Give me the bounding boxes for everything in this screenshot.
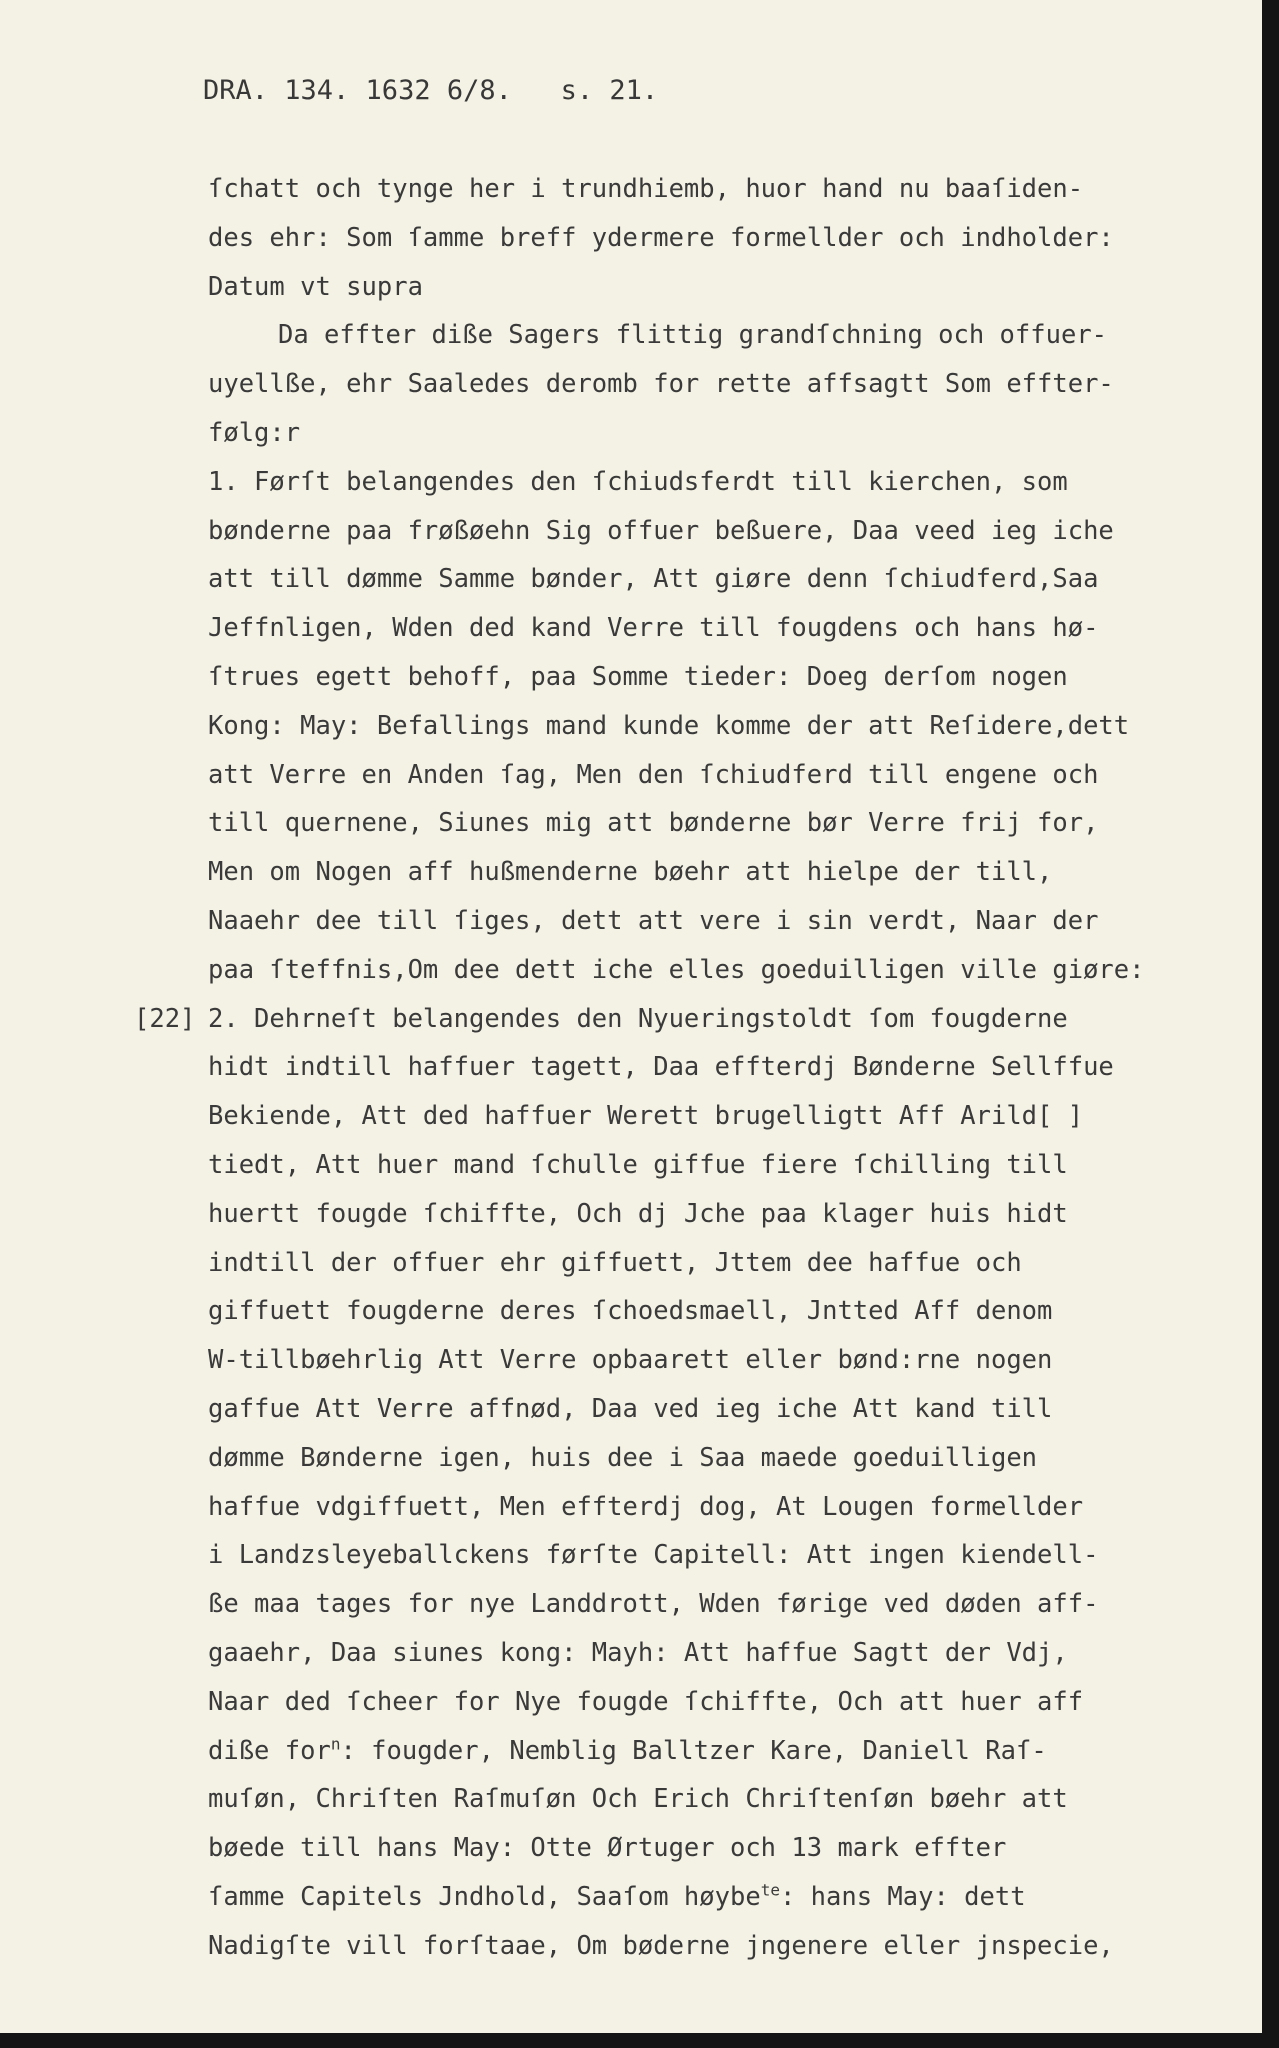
line-text-main: indtill der offuer ehr giffuett, Jttem dee haffue och <box>208 1247 1022 1278</box>
line-text <box>208 897 1098 946</box>
text-line <box>0 555 1262 604</box>
line-text-main: till quernene, Siunes mig att bønderne bør Verre frij for, <box>208 808 1099 839</box>
text-line <box>0 1775 1262 1824</box>
line-text <box>208 507 1114 556</box>
line-text <box>208 946 1145 995</box>
text-line <box>0 360 1262 409</box>
text-line <box>0 1678 1262 1727</box>
line-text-main: 2. Dehrneſt belangendes den Nyueringstoldt ſom fougderne <box>208 1003 1068 1034</box>
text-line <box>0 1287 1262 1336</box>
line-text-main: uyellße, ehr Saaledes deromb for rette affsagtt Som effter- <box>208 369 1114 400</box>
text-line <box>0 1190 1262 1239</box>
line-text <box>278 311 1107 360</box>
line-text-main: huertt fougde ſchiffte, Och dj Jche paa klager huis hidt <box>208 1198 1068 1229</box>
line-text <box>208 1483 1083 1532</box>
text-line <box>0 1629 1262 1678</box>
line-text-continued: : hans May: dett <box>779 1881 1026 1912</box>
line-text <box>208 1775 1068 1824</box>
text-line <box>0 751 1262 800</box>
text-line <box>0 799 1262 848</box>
line-text <box>208 1580 1098 1629</box>
line-text-main: diße for <box>208 1735 331 1766</box>
line-text <box>208 1678 1083 1727</box>
text-line <box>0 1727 1262 1776</box>
superscript: te <box>760 1880 780 1900</box>
line-text-main: W-tillbøehrlig Att Verre opbaarett eller bønd:rne nogen <box>208 1345 1053 1376</box>
text-line <box>0 702 1262 751</box>
line-text <box>208 1385 1052 1434</box>
line-text-main: Nadigſte vill forſtaae, Om bøderne jngenere eller jnspecie, <box>208 1930 1114 1961</box>
line-text-main: ſtrues egett behoff, paa Somme tieder: Doeg derſom nogen <box>208 661 1068 692</box>
line-text-main: Men om Nogen aff hußmenderne bøehr att hielpe der till, <box>208 857 1053 888</box>
line-text-continued: : fougder, Nemblig Balltzer Kare, Daniell Raſ- <box>340 1735 1047 1766</box>
line-text <box>208 1922 1114 1971</box>
line-text-main: Bekiende, Att ded haffuer Werett brugelligtt Aff Arild[ ] <box>208 1101 1084 1132</box>
line-text <box>208 165 1083 214</box>
line-text <box>208 1141 1068 1190</box>
line-text-main: bønderne paa frøßøehn Sig offuer beßuere, Daa veed ieg iche <box>208 515 1114 546</box>
line-text-main: ſchatt och tynge her i trundhiemb, huor hand nu baaſiden- <box>208 174 1084 204</box>
superscript: n <box>330 1734 341 1753</box>
line-text-main: Naaehr dee till ſiges, dett att vere i sin verdt, Naar der <box>208 905 1099 936</box>
line-text <box>208 751 1098 800</box>
line-text <box>208 1287 1052 1336</box>
line-text <box>208 1239 1022 1288</box>
line-text-main: følg:r <box>208 417 301 448</box>
text-line <box>0 1092 1262 1141</box>
line-text-main: Datum vt supra <box>208 271 423 302</box>
line-text-main: att till dømme Samme bønder, Att giøre denn ſchiudferd,Saa <box>208 564 1099 595</box>
line-text <box>208 1434 1037 1483</box>
transcription-body <box>0 165 1262 1970</box>
line-text-main: ſamme Capitels Jndhold, Saaſom høybe <box>208 1881 761 1912</box>
text-line <box>0 1336 1262 1385</box>
text-line <box>0 1385 1262 1434</box>
text-line <box>0 1531 1262 1580</box>
line-text-main: paa ſteffnis,Om dee dett iche elles goeduilligen ville giøre: <box>208 954 1145 985</box>
line-text-main: 1. Førſt belangendes den ſchiudsferdt till kierchen, som <box>208 466 1068 497</box>
line-text <box>208 555 1098 604</box>
text-line <box>0 1239 1262 1288</box>
text-line <box>0 1043 1262 1092</box>
line-text <box>208 1336 1052 1385</box>
line-text <box>208 1824 1006 1873</box>
text-line <box>0 653 1262 702</box>
line-text <box>208 604 1098 653</box>
text-line <box>0 165 1262 214</box>
line-text <box>208 458 1068 507</box>
text-line <box>0 897 1262 946</box>
text-line <box>0 458 1262 507</box>
page-header: DRA. 134. 1632 6/8. s. 21. <box>203 75 659 106</box>
text-line <box>0 1483 1262 1532</box>
line-text <box>208 1043 1114 1092</box>
line-text-main: muſøn, Chriſten Raſmuſøn Och Erich Chriſtenſøn bøehr att <box>208 1784 1068 1815</box>
line-text <box>208 1531 1098 1580</box>
text-line <box>0 214 1262 263</box>
text-line <box>0 995 1262 1044</box>
line-text-main: gaaehr, Daa siunes kong: Mayh: Att haffue Sagtt der Vdj, <box>208 1637 1068 1668</box>
line-text <box>208 1092 1083 1141</box>
line-text-main: bøede till hans May: Otte Ørtuger och 13 mark effter <box>208 1833 1007 1864</box>
line-text <box>208 702 1129 751</box>
line-text-main: des ehr: Som ſamme breff ydermere formellder och indholder: <box>208 222 1114 253</box>
line-text <box>208 995 1068 1044</box>
text-line <box>0 1824 1262 1873</box>
text-line <box>0 409 1262 458</box>
line-text-main: i Landzsleyeballckens førſte Capitell: Att ingen kiendell- <box>208 1540 1099 1571</box>
text-line <box>0 1922 1262 1971</box>
line-text <box>208 263 423 312</box>
text-line <box>0 1434 1262 1483</box>
text-line <box>0 263 1262 312</box>
line-text <box>208 214 1114 263</box>
text-line <box>0 507 1262 556</box>
text-line <box>0 1580 1262 1629</box>
line-text-main: Da effter diße Sagers flittig grandſchning och offuer- <box>278 320 1108 351</box>
line-text <box>208 1629 1068 1678</box>
line-text <box>208 1727 1047 1776</box>
line-text-main: giffuett fougderne deres ſchoedsmaell, Jntted Aff denom <box>208 1296 1053 1327</box>
text-line <box>0 946 1262 995</box>
text-line <box>0 604 1262 653</box>
line-text <box>208 409 300 458</box>
line-text-main: Kong: May: Befallings mand kunde komme der att Reſidere,dett <box>208 710 1130 741</box>
line-text-main: gaffue Att Verre affnød, Daa ved ieg iche Att kand till <box>208 1393 1053 1424</box>
line-text-main: ße maa tages for nye Landdrott, Wden førige ved døden aff- <box>208 1589 1099 1620</box>
text-line <box>0 1141 1262 1190</box>
line-text-main: Naar ded ſcheer for Nye fougde ſchiffte, Och att huer aff <box>208 1686 1084 1717</box>
page-marker: [22] <box>134 1003 196 1034</box>
line-text <box>208 1190 1068 1239</box>
line-text <box>208 360 1114 409</box>
line-text-main: haffue vdgiffuett, Men effterdj dog, At Lougen formellder <box>208 1491 1084 1522</box>
line-text <box>208 799 1098 848</box>
line-text-main: tiedt, Att huer mand ſchulle giffue fiere ſchilling till <box>208 1149 1068 1180</box>
line-text-main: hidt indtill haffuer tagett, Daa effterdj Bønderne Sellffue <box>208 1052 1114 1083</box>
text-line <box>0 311 1262 360</box>
line-text <box>208 1873 1026 1922</box>
line-text-main: Jeffnligen, Wden ded kand Verre till fougdens och hans hø- <box>208 613 1099 644</box>
line-text <box>208 653 1068 702</box>
line-text-main: att Verre en Anden ſag, Men den ſchiudferd till engene och <box>208 759 1099 790</box>
line-text <box>208 848 1052 897</box>
line-text-main: dømme Bønderne igen, huis dee i Saa maede goeduilligen <box>208 1442 1038 1473</box>
text-line <box>0 1873 1262 1922</box>
text-line <box>0 848 1262 897</box>
